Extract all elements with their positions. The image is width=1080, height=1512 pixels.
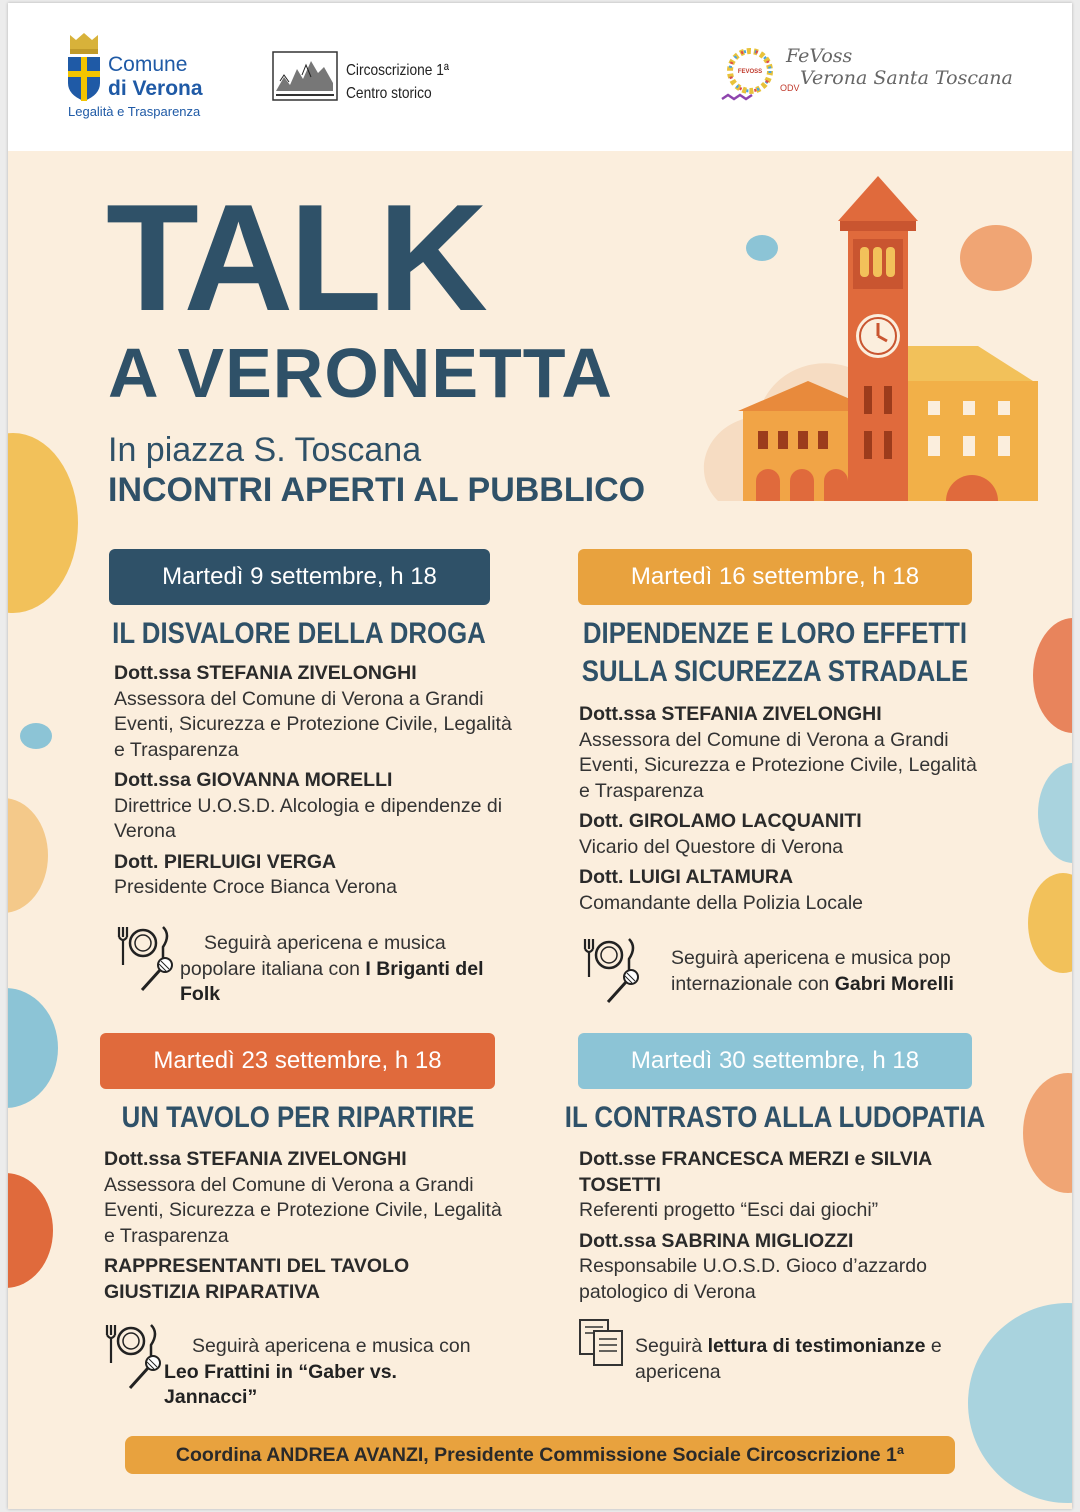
event-note-highlight: Leo Frattini in “Gaber vs. Jannacci” (164, 1360, 397, 1408)
speaker-role: Assessora del Comune di Verona a Grandi Eventi, Sicurezza e Protezione Civile, Legalità e Trasparenza (104, 1173, 502, 1247)
speaker-role: Direttrice U.O.S.D. Alcologia e dipendenze di Verona (114, 794, 503, 842)
decor-circle-blue-small (20, 723, 52, 749)
event-note-prefix: Seguirà (635, 1335, 708, 1357)
speaker-list (579, 1147, 969, 1310)
speaker-role: Referenti progetto “Esci dai giochi” (579, 1199, 879, 1221)
event-theme-line: SULLA SICUREZZA STRADALE (581, 655, 969, 688)
bell-tower-illustration (688, 171, 1048, 511)
circoscrizione-line2: Centro storico (346, 85, 432, 102)
decor-circle-yellow-left (8, 433, 78, 613)
event-note (180, 931, 500, 1008)
event-note (635, 1334, 965, 1385)
event-note (671, 946, 981, 997)
dinner-microphone-icon (113, 923, 179, 995)
event-theme-line: IL CONTRASTO ALLA LUDOPATIA (564, 1101, 986, 1134)
decor-circle-coral-right (1033, 618, 1072, 733)
event-note-highlight: I Briganti del Folk (180, 957, 484, 1005)
poster (8, 3, 1072, 1509)
decor-circle-peach-right (1023, 1073, 1072, 1193)
event-place: In piazza S. Toscana (108, 431, 422, 469)
event-date-pill: Martedì 23 settembre, h 18 (100, 1033, 495, 1089)
speaker-name: Dott.sse FRANCESCA MERZI e SILVIA TOSETTI (579, 1148, 932, 1196)
event-theme (563, 615, 988, 691)
comune-verona-crest-icon (66, 31, 102, 103)
speaker-role: Comandante della Polizia Locale (579, 891, 864, 914)
comune-verona-logo-text (108, 53, 203, 101)
event-tagline: INCONTRI APERTI AL PUBBLICO (108, 471, 646, 509)
fevoss-wreath-icon (720, 45, 780, 105)
comune-line2: di Verona (108, 77, 203, 100)
circoscrizione-logo-icon (272, 51, 338, 101)
event-theme (563, 1099, 988, 1137)
event-note (164, 1334, 494, 1411)
circoscrizione-line1: Circoscrizione 1ª (346, 62, 449, 79)
speaker-name: Dott.ssa STEFANIA ZIVELONGHI (114, 662, 417, 684)
event-date-pill: Martedì 9 settembre, h 18 (109, 549, 490, 605)
speaker-name: Dott.ssa STEFANIA ZIVELONGHI (579, 703, 882, 725)
comune-tagline: Legalità e Trasparenza (68, 104, 201, 119)
decor-circle-blue-bottom-right (968, 1303, 1072, 1503)
event-theme-line: IL DISVALORE DELLA DROGA (112, 617, 486, 650)
fevoss-badge-text: FEVOSS (737, 69, 763, 75)
event-theme-line: DIPENDENZE E LORO EFFETTI (582, 617, 968, 650)
dinner-microphone-icon (101, 1321, 167, 1393)
dinner-microphone-icon (579, 935, 645, 1007)
event-note-text: Seguirà apericena e musica popolare italiana con (180, 932, 446, 980)
speaker-role: Vicario del Questore di Verona (579, 835, 844, 858)
speaker-name: Dott.ssa GIOVANNA MORELLI (114, 769, 393, 791)
speaker-name: Dott. PIERLUIGI VERGA (114, 850, 337, 873)
event-note-text: Seguirà apericena e musica pop internazionale con (671, 947, 951, 995)
speaker-name: Dott. GIROLAMO LACQUANITI (579, 810, 862, 832)
event-note-text: Seguirà apericena e musica con (192, 1335, 471, 1357)
poster-subtitle: A VERONETTA (108, 334, 613, 412)
decor-circle-blue-right (1038, 763, 1072, 863)
event-note-highlight: lettura di testimonianze (707, 1335, 926, 1357)
decor-circle-yellow-right (1028, 873, 1072, 973)
decor-circle-blue-left (8, 988, 58, 1108)
speaker-name: RAPPRESENTANTI DEL TAVOLO GIUSTIZIA RIPARATIVA (104, 1255, 410, 1303)
speaker-role: Presidente Croce Bianca Verona (114, 876, 397, 898)
circoscrizione-logo-text (346, 59, 449, 105)
event-theme (96, 1099, 500, 1137)
speaker-list (104, 1147, 504, 1305)
fevoss-name: FeVoss (786, 45, 853, 67)
decor-circle-peach-left (8, 798, 48, 913)
coordinator-footer: Coordina ANDREA AVANZI, Presidente Commissione Sociale Circoscrizione 1ª (125, 1436, 955, 1474)
event-note-highlight: Gabri Morelli (834, 972, 954, 995)
speaker-name: Dott.ssa SABRINA MIGLIOZZI (579, 1229, 854, 1252)
event-theme (97, 615, 501, 653)
fevoss-odv-label: ODV (780, 83, 800, 93)
speaker-role: Assessora del Comune di Verona a Grandi Eventi, Sicurezza e Protezione Civile, Legalità e Trasparenza (114, 687, 512, 761)
event-note-text: e apericena (635, 1335, 942, 1383)
speaker-name: Dott.ssa STEFANIA ZIVELONGHI (104, 1148, 407, 1170)
speaker-role: Assessora del Comune di Verona a Grandi Eventi, Sicurezza e Protezione Civile, Legalità e Trasparenza (579, 728, 977, 802)
fevoss-logo-text (786, 45, 1013, 89)
speaker-role: Responsabile U.O.S.D. Gioco d’azzardo patologico di Verona (579, 1255, 927, 1303)
comune-line1: Comune (108, 53, 188, 76)
books-icon (577, 1317, 627, 1367)
event-theme-line: UN TAVOLO PER RIPARTIRE (121, 1101, 475, 1134)
speaker-list (579, 702, 979, 921)
fevoss-subname: Verona Santa Toscana (800, 67, 1013, 89)
header-bar (8, 3, 1072, 151)
poster-title: TALK (106, 173, 484, 343)
speaker-name: Dott. LUIGI ALTAMURA (579, 866, 794, 888)
event-date-pill: Martedì 16 settembre, h 18 (578, 549, 972, 605)
speaker-list (114, 661, 514, 906)
event-date-pill: Martedì 30 settembre, h 18 (578, 1033, 972, 1089)
decor-circle-coral-left (8, 1173, 53, 1288)
